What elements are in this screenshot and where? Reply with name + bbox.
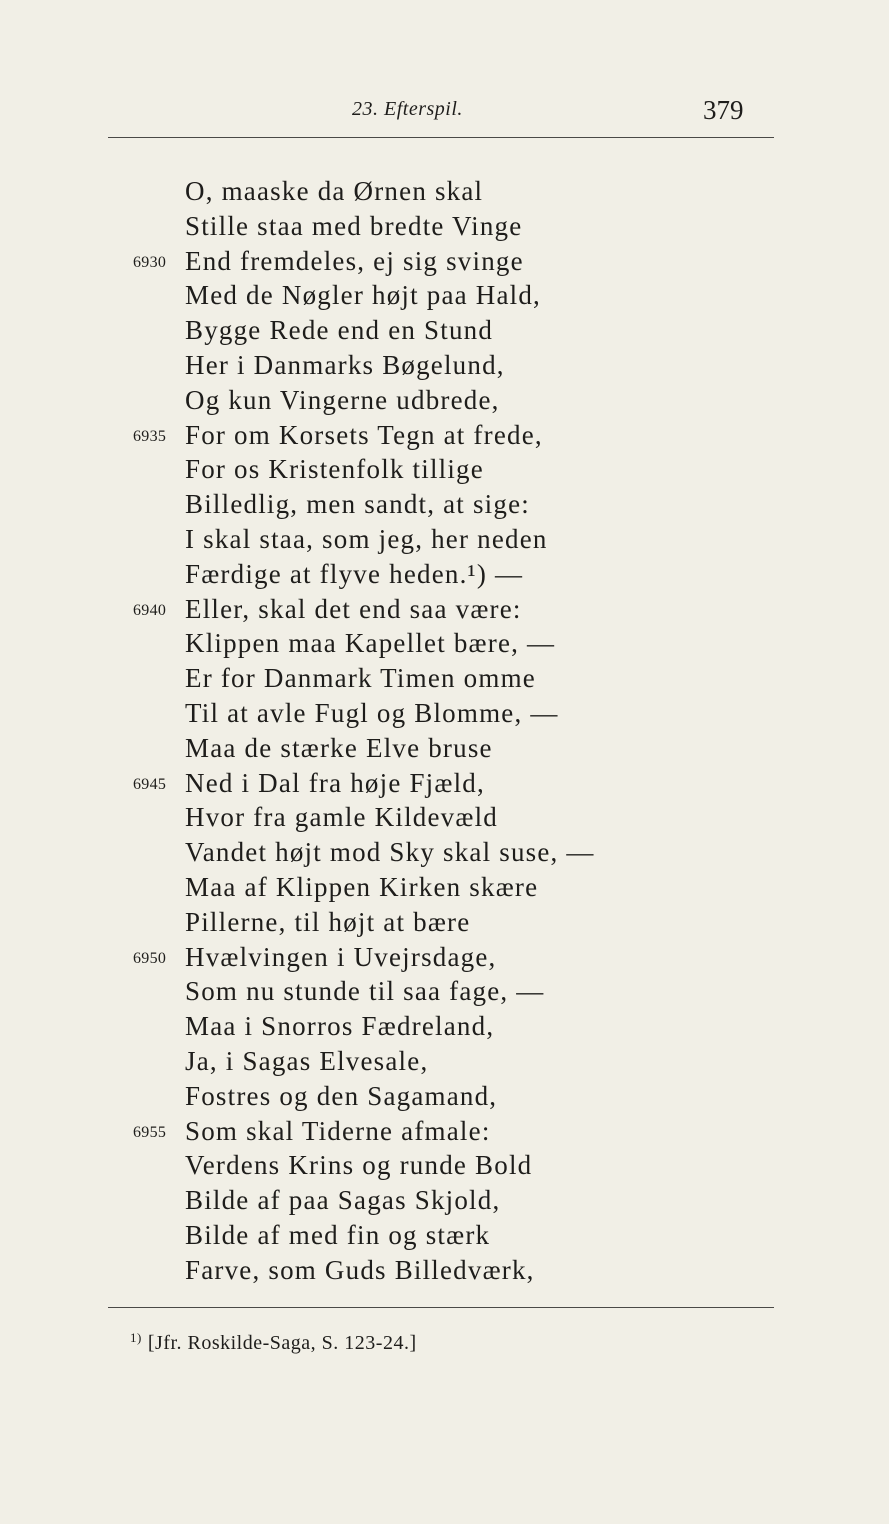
verse-text: Som skal Tiderne afmale: [185,1115,491,1146]
verse-line [0,557,889,592]
footnote-text: [Jfr. Roskilde-Saga, S. 123-24.] [147,1332,417,1354]
verse-line [0,731,889,766]
verse-line [0,522,889,557]
verse-line [0,766,889,801]
verse-line [0,174,889,209]
verse-text: End fremdeles, ej sig svinge [185,245,524,276]
verse-line [0,313,889,348]
verse-text: Og kun Vingerne udbrede, [185,384,500,415]
verse-line [0,278,889,313]
verse-text: Eller, skal det end saa være: [185,593,522,624]
verse-line [0,696,889,731]
verse-text: Maa de stærke Elve bruse [185,732,493,763]
verse-text: Pillerne, til højt at bære [185,906,471,937]
verse-text: Stille staa med bredte Vinge [185,210,523,241]
page-header [0,0,889,140]
line-number: 6935 [133,427,167,445]
verse-line [0,800,889,835]
verse-line [0,835,889,870]
verse-line [0,1218,889,1253]
verse-line [0,418,889,453]
footnote-rule [108,1307,774,1308]
verse-line [0,1009,889,1044]
verse-line [0,974,889,1009]
verse-line [0,1114,889,1149]
verse-line [0,626,889,661]
verse-line [0,1044,889,1079]
verse-text: I skal staa, som jeg, her neden [185,523,548,554]
verse-text: Er for Danmark Timen omme [185,663,536,694]
verse-text: Ned i Dal fra høje Fjæld, [185,767,485,798]
line-number: 6945 [133,775,167,793]
verse-text: Verdens Krins og runde Bold [185,1150,533,1181]
verse-text: Hvælvingen i Uvejrsdage, [185,941,497,972]
verse-text: O, maaske da Ørnen skal [185,176,484,206]
verse-text: Farve, som Guds Billedværk, [185,1254,535,1285]
verse-line [0,870,889,905]
verse-text: For om Korsets Tegn at frede, [185,419,543,450]
line-number: 6940 [133,601,167,619]
verse-text: Bilde af paa Sagas Skjold, [185,1185,501,1216]
verse-line [0,1079,889,1114]
verse-line [0,452,889,487]
verse-line [0,905,889,940]
line-number: 6930 [133,253,167,271]
verse-line [0,1148,889,1183]
poem [0,174,889,1288]
verse-line [0,1183,889,1218]
verse-text: Med de Nøgler højt paa Hald, [185,280,542,311]
footnote [130,1330,417,1355]
verse-text: Ja, i Sagas Elvesale, [185,1045,429,1076]
verse-line [0,487,889,522]
verse-text: Hvor fra gamle Kildevæld [185,802,498,833]
verse-line [0,383,889,418]
verse-text: Vandet højt mod Sky skal suse, — [185,837,595,868]
verse-line [0,1253,889,1288]
verse-text: Som nu stunde til saa fage, — [185,976,545,1007]
verse-text: For os Kristenfolk tillige [185,454,484,485]
verse-line [0,348,889,383]
verse-text: Maa i Snorros Fædreland, [185,1011,495,1042]
verse-line [0,661,889,696]
page-number: 379 [703,95,744,125]
top-rule [108,137,774,138]
line-number: 6955 [133,1123,167,1141]
verse-text: Klippen maa Kapellet bære, — [185,628,556,659]
verse-text: Maa af Klippen Kirken skære [185,871,539,902]
verse-line [0,940,889,975]
verse-text: Bilde af med fin og stærk [185,1219,491,1250]
footnote-mark: 1) [130,1330,142,1345]
running-head: 23. Efterspil. [352,98,463,120]
verse-text: Billedlig, men sandt, at sige: [185,489,530,520]
verse-line [0,592,889,627]
line-number: 6950 [133,949,167,967]
verse-text: Til at avle Fugl og Blomme, — [185,697,559,728]
verse-text: Færdige at flyve heden.¹) — [185,558,524,589]
verse-line [0,209,889,244]
verse-text: Her i Danmarks Bøgelund, [185,349,505,380]
verse-text: Bygge Rede end en Stund [185,315,494,346]
verse-line [0,244,889,279]
verse-text: Fostres og den Sagamand, [185,1080,498,1111]
